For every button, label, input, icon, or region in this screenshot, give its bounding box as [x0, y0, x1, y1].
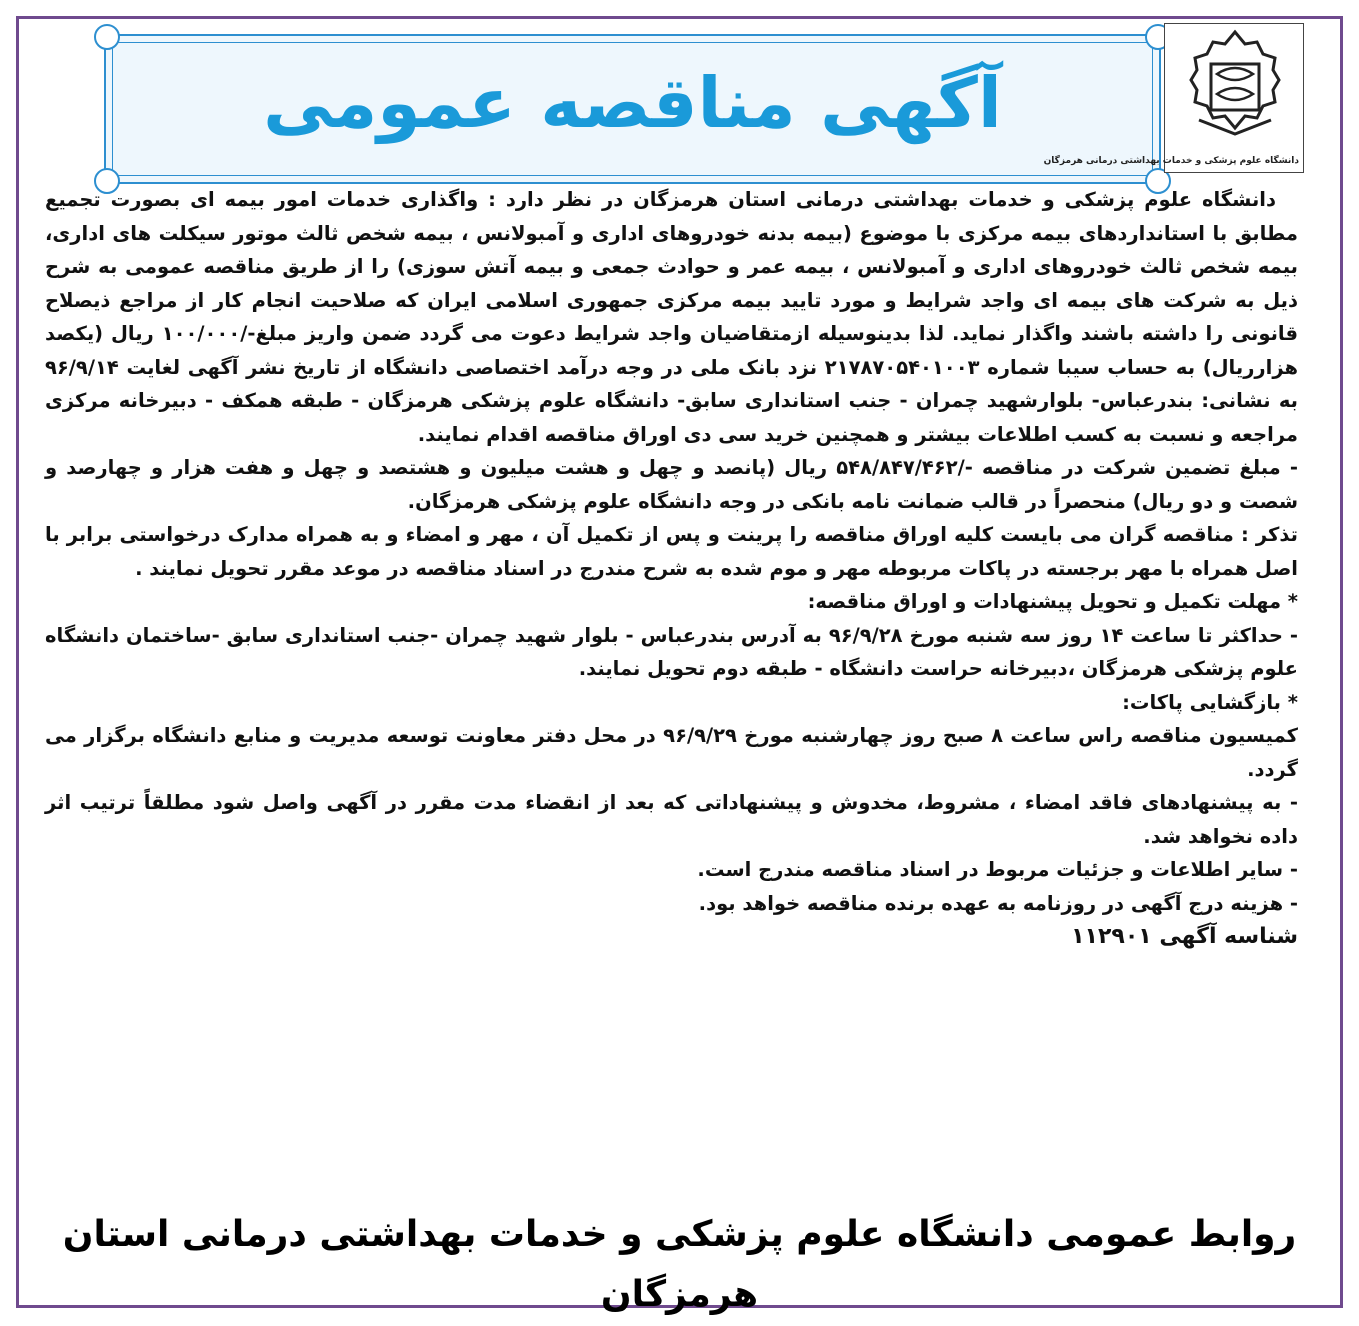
cost-paragraph: - هزینه درج آگهی در روزنامه به عهده برنده مناقصه خواهد بود.	[698, 891, 1298, 915]
notice-body	[45, 183, 1298, 954]
opening-paragraph: کمیسیون مناقصه راس ساعت ۸ صبح روز چهارشنبه مورخ ۹۶/۹/۲۹ در محل دفتر معاونت توسعه مدیریت و منابع دانشگاه برگزار می گردد.	[45, 724, 1298, 781]
page-title: آگهی مناقصه عمومی	[263, 62, 1002, 144]
note-paragraph: تذکر : مناقصه گران می بایست کلیه اوراق مناقصه را پرینت و پس از تکمیل آن ، مهر و امضاء و به همراه مدارک درخواستی برابر با اصل همراه با مهر برجسته در پاکات مربوطه مهر و موم شده به شرح مندرج در اسناد مناقصه در موعد مقرر تحویل نمایند .	[45, 523, 1298, 580]
logo-emblem-icon	[1165, 24, 1305, 144]
deadline-paragraph: - حداکثر تا ساعت ۱۴ روز سه شنبه مورخ ۹۶/۹/۲۸ به آدرس بندرعباس - بلوار شهید چمران -جنب استانداری سابق -ساختمان دانشگاه علوم پزشکی هرمزگان ،دبیرخانه حراست دانشگاه - طبقه دوم تحویل نمایند.	[45, 623, 1298, 680]
notice-paragraph: دانشگاه علوم پزشکی و خدمات بهداشتی درمانی استان هرمزگان در نظر دارد : واگذاری خدمات امور بیمه ای بصورت تجمیع مطابق با استانداردهای بیمه مرکزی با موضوع (بیمه بدنه خودروهای اداری و آمبولانس ، بیمه شخص ثالث موتور سیکلت های اداری، بیمه شخص ثالث خودروهای اداری و آمبولانس ، بیمه عمر و حوادث جمعی و بیمه آتش سوزی) را از طریق مناقصه عمومی به شرح ذیل به شرکت های بیمه ای واجد شرایط و مورد تایید بیمه مرکزی جمهوری اسلامی ایران که صلاحیت انجام کار از مراجع ذیصلاح قانونی را داشته باشند واگذار نماید. لذا بدینوسیله ازمتقاضیان واجد شرایط دعوت می گردد ضمن واریز مبلغ-/۱۰۰/۰۰۰ ریال (یکصد هزارریال) به حساب سیبا شماره ۲۱۷۸۷۰۵۴۰۱۰۰۳ نزد بانک ملی در وجه درآمد اختصاصی دانشگاه از تاریخ نشر آگهی لغایت ۹۶/۹/۱۴ به نشانی: بندرعباس- بلوارشهید چمران - جنب استانداری سابق- دانشگاه علوم پزشکی هرمزگان - طبقه همکف - دبیرخانه مرکزی مراجعه و نسبت به کسب اطلاعات بیشتر و همچنین خرید سی دی اوراق مناقصه اقدام نمایند.	[45, 188, 1298, 446]
other-info-paragraph: - سایر اطلاعات و جزئیات مربوط در اسناد مناقصه مندرج است.	[697, 858, 1298, 881]
university-logo	[1043, 23, 1304, 173]
ad-id: شناسه آگهی ۱۱۲۹۰۱	[1071, 924, 1298, 949]
rejection-paragraph: - به پیشنهادهای فاقد امضاء ، مشروط، مخدوش و پیشنهاداتی که بعد از انقضاء مدت مقرر در آگهی واصل شود مطلقاً ترتیب اثر داده نخواهد شد.	[45, 791, 1298, 848]
guarantee-paragraph: - مبلغ تضمین شرکت در مناقصه -/۵۴۸/۸۴۷/۴۶۲ ریال (پانصد و چهل و هشت میلیون و هشتصد و چهل و هفت هزار و چهارصد و شصت و دو ریال) منحصراً در قالب ضمانت نامه بانکی در وجه دانشگاه علوم پزشکی هرمزگان.	[45, 456, 1298, 513]
deadline-heading: * مهلت تکمیل و تحویل پیشنهادات و اوراق مناقصه:	[807, 590, 1298, 613]
corner-ornament	[94, 24, 120, 50]
logo-caption: دانشگاه علوم پزشکی و خدمات بهداشتی درمانی هرمزگان	[1043, 156, 1299, 166]
title-banner	[104, 34, 1161, 184]
opening-heading: * بازگشایی پاکات:	[1122, 690, 1298, 714]
footer-signature: روابط عمومی دانشگاه علوم پزشکی و خدمات بهداشتی درمانی استان هرمزگان	[62, 1214, 1297, 1315]
